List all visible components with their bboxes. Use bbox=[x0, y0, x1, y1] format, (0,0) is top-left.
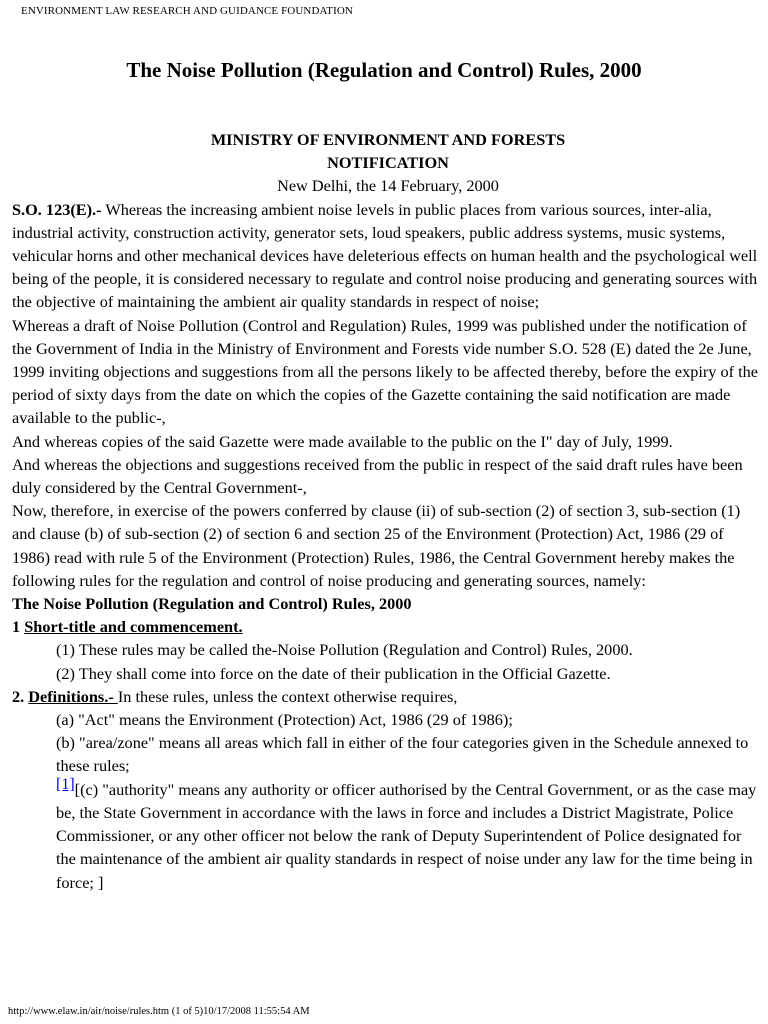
rule-2-intro: In these rules, unless the context otherwise requires, bbox=[117, 686, 458, 706]
so-number: S.O. 123(E).- bbox=[12, 199, 102, 219]
rules-title: The Noise Pollution (Regulation and Control) Rules, 2000 bbox=[12, 594, 412, 614]
ministry-heading: MINISTRY OF ENVIRONMENT AND FORESTS bbox=[210, 130, 566, 149]
document-title: The Noise Pollution (Regulation and Control) Rules, 2000 bbox=[126, 58, 642, 82]
rule-2-item-c bbox=[12, 775, 764, 894]
rule-2-number: 2. bbox=[12, 686, 29, 706]
rule-1-number: 1 bbox=[12, 617, 25, 637]
preamble-paragraph-1 bbox=[12, 198, 764, 314]
footnote-ref bbox=[56, 776, 75, 793]
document-body bbox=[12, 128, 764, 894]
rule-2-title: Definitions.- bbox=[28, 686, 118, 706]
rule-2-heading bbox=[12, 685, 764, 708]
preamble-paragraph-4: And whereas the objections and suggestions received from the public in respect of the said draft rules have been duly considered by the Central Government-, bbox=[12, 454, 743, 498]
rule-1-heading bbox=[12, 615, 764, 638]
preamble-text-1: Whereas the increasing ambient noise levels in public places from various sources, inter-alia, industrial activity, construction activity, generator sets, loud speakers, public address systems, music systems, vehicular horns and other mechanical devices have deleterious effects on human health and the psychological well being of the people, it is considered necessary to regulate and control noise producing and generating sources with the objective of maintaining the ambient air quality standards in respect of noise; bbox=[12, 199, 758, 312]
rule-1-title: Short-title and commencement. bbox=[24, 617, 243, 637]
preamble-paragraph-5: Now, therefore, in exercise of the powers conferred by clause (ii) of sub-section (2) of section 3, sub-section (1) and clause (b) of sub-section (2) of section 6 and section 25 of the Environment (Protection) Act, 1986 (29 of 1986) read with rule 5 of the Environment (Protection) Rules, 1986, the Central Government hereby makes the following rules for the regulation and control of noise producing and generating sources, namely: bbox=[12, 501, 741, 590]
preamble-paragraph-3: And whereas copies of the said Gazette were made available to the public on the I" day of July, 1999. bbox=[12, 431, 673, 451]
running-header: ENVIRONMENT LAW RESEARCH AND GUIDANCE FOUNDATION bbox=[21, 5, 353, 17]
rule-1-item-2: (2) They shall come into force on the date of their publication in the Official Gazette. bbox=[56, 663, 611, 683]
page-footer-url: http://www.elaw.in/air/noise/rules.htm (1 of 5)10/17/2008 11:55:54 AM bbox=[8, 1006, 310, 1017]
preamble-paragraph-2: Whereas a draft of Noise Pollution (Control and Regulation) Rules, 1999 was published under the notification of the Government of India in the Ministry of Environment and Forests vide number S.O. 528 (E) dated the 2e June, 1999 inviting objections and suggestions from all the persons likely to be affected thereby, before the expiry of the period of sixty days from the date on which the copies of the Gazette containing the said notification are made available to the public-, bbox=[12, 315, 759, 428]
notification-heading: NOTIFICATION bbox=[327, 153, 449, 173]
rule-2-item-a: (a) "Act" means the Environment (Protection) Act, 1986 (29 of 1986); bbox=[56, 710, 513, 730]
rule-2-item-c-text: [(c) "authority" means any authority or officer authorised by the Central Government, or as the case may be, the State Government in accordance with the laws in force and includes a District Magistrate, Police Commissioner, or any other officer not below the rank of Deputy Superintendent of Police designated for the maintenance of the ambient air quality standards in respect of noise under any law for the time being in force; ] bbox=[56, 779, 757, 892]
rule-2-item-b: (b) "area/zone" means all areas which fall in either of the four categories given in the Schedule annexed to these rules; bbox=[56, 733, 749, 776]
footnote-link[interactable]: [1] bbox=[56, 775, 75, 793]
rule-1-item-1: (1) These rules may be called the-Noise Pollution (Regulation and Control) Rules, 2000. bbox=[56, 640, 633, 660]
place-date: New Delhi, the 14 February, 2000 bbox=[277, 176, 499, 196]
